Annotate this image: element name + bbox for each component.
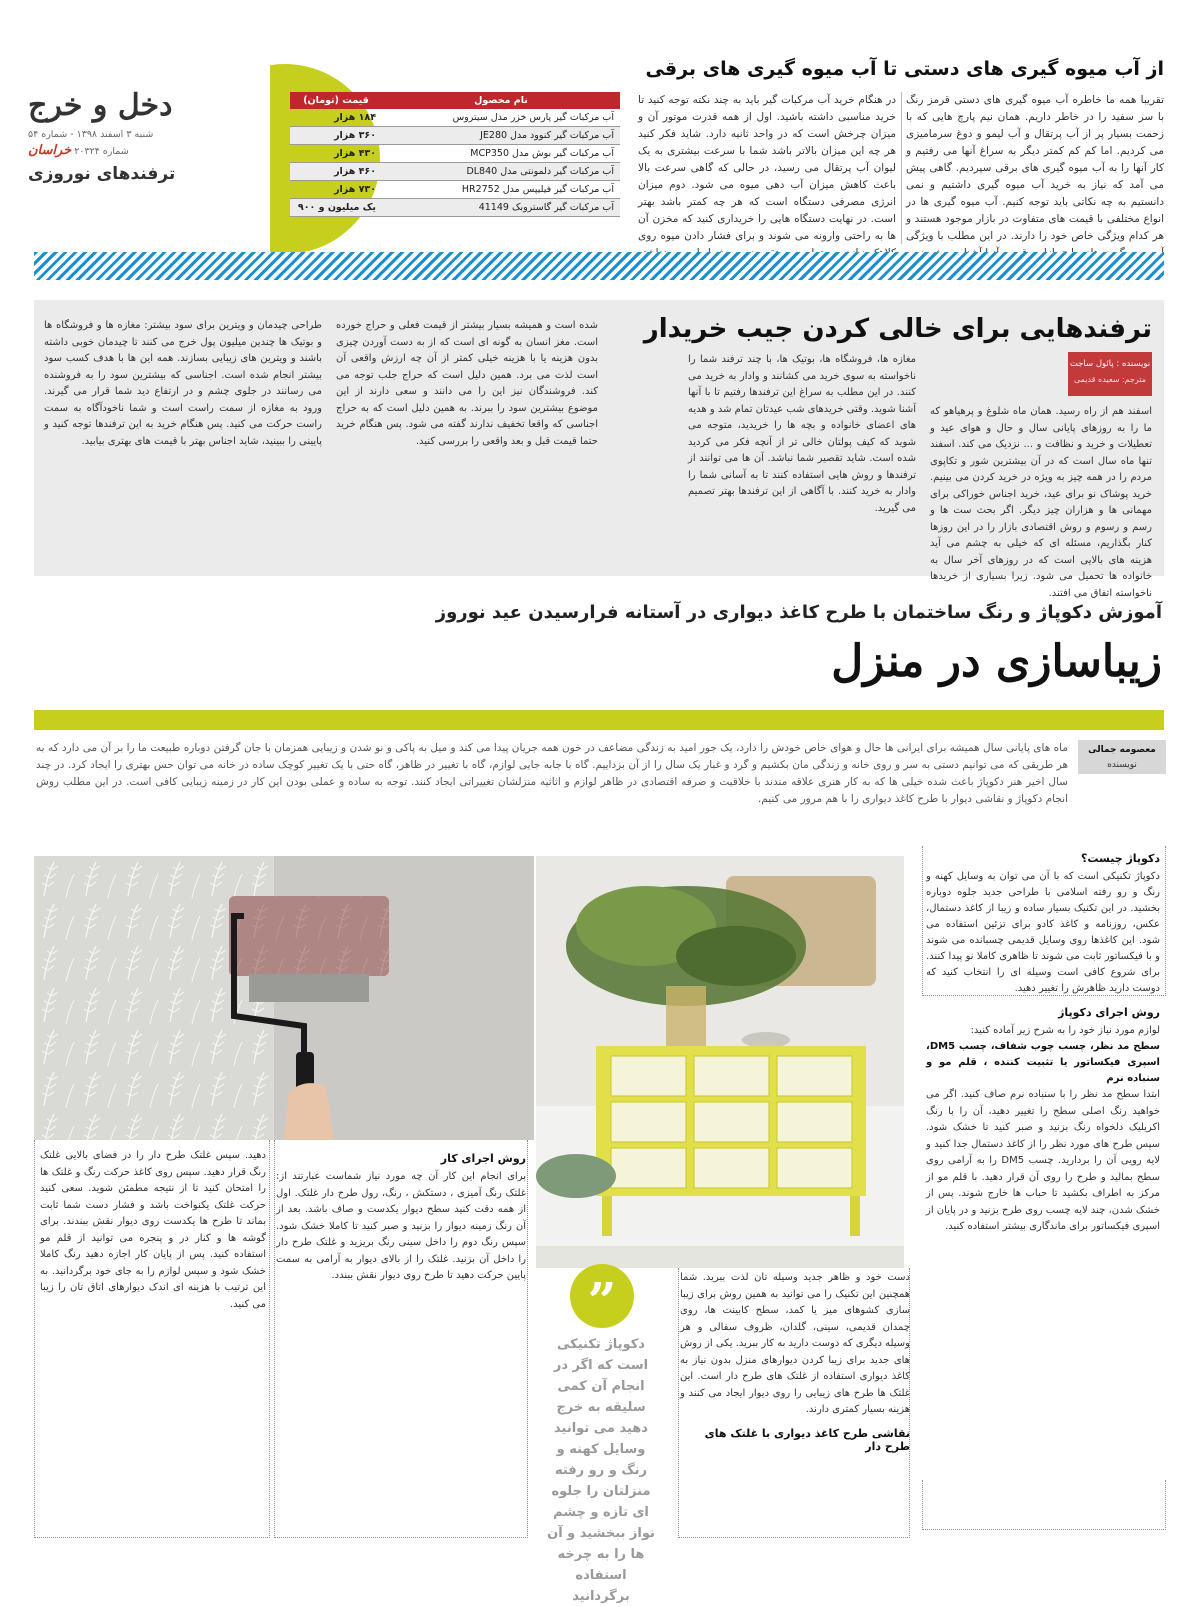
how-title: روش اجرای دکوپاژ <box>1058 1006 1160 1019</box>
wall-roller-illustration <box>34 856 534 1140</box>
product-name: آب مرکبات گیر گاستروبک 41149 <box>382 199 620 217</box>
wall-roller-photo <box>34 856 534 1140</box>
paint-title: نقاشی طرح کاغذ دیواری با غلتک های طرح دار <box>704 1426 910 1453</box>
product-name: آب مرکبات گیر دلمونتی مدل DL840 <box>382 163 620 181</box>
pull-quote: دکوپاژ تکنیکی است که اگر در انجام آن کمی سلیقه به خرج دهید می توانید وسایل کهنه و رنگ و رو رفته منزلتان را جلوه ای تازه و چشم نواز ببخشید و آن ها را به چرخه استفاده برگردانید <box>547 1337 655 1604</box>
juicer-article-col1: تقریبا همه ما خاطره آب میوه گیری های دستی قرمز رنگ با سر سفید را در خاطر داریم. همان نیم پارچ هایی که با زحمت بسیار پر از آب پرتقال و آب لیمو و دوغ سرمامیزی می کردیم. اما کم کم کمتر دیگر به سراغ آنها می رفتیم و کار آنها را به آب میوه گیری های برقی سپردیم. گاهی پیش می آمد که نیاز به خرید آب میوه گیری داشتیم و نمی دانستیم به چه نکاتی باید توجه کنیم. آب میوه گیری ها در انواع مختلفی با قیمت های متفاوت در بازار موجود هستند و هر کدام ویژگی خاص خود را دارند. در این مطلب با ویژگی <box>906 94 1164 242</box>
shop-col1: اسفند هم از راه رسید. همان ماه شلوغ و پرهیاهو که ما را به روزهای پایانی سال و حال و هوای عید و تعطیلات و خرید و نظافت و ... نزدیک می کند. اسفند تنها ماه سال است که در آن بیشترین شور و تکاپوی مردم را در همه چیز به ویژه در خرید کردن می بینیم. خرید پوشاک نو برای عید، خرید اجناس خوراکی برای مهمانی ها و هزاران چیز دیگر. اگر بحث ست ها و رسم و رسوم و روش اقتصادی بازار را در این روزها کنار بگذاریم، مسئله ای که خیلی به چشم می آید هزینه های بالایی است که در روزهای آخر سال به خانواده ها تحمیل می شود. زیرا بسیاری از خریدها ناخواسته اتفاق می افتند. <box>930 406 1152 599</box>
shop-article-title: ترفندهایی برای خالی کردن جیب خریدار <box>643 314 1152 344</box>
striped-divider <box>34 252 1164 280</box>
issue-date: شنبه ۳ اسفند ۱۳۹۸ - شماره ۵۴ <box>28 129 154 140</box>
product-price: یک میلیون و ۹۰۰ <box>290 199 382 217</box>
paper-issue: شماره ۲۰۳۲۴ <box>74 146 129 157</box>
product-name: آب مرکبات گیر فیلیپس مدل HR2752 <box>382 181 620 199</box>
table-row <box>290 145 620 163</box>
translator-label: مترجم: سعیده قدیمی <box>1073 375 1147 384</box>
brand-box <box>28 88 198 198</box>
product-price: ۱۸۴ هزار <box>290 109 382 127</box>
price-table-header <box>290 92 620 109</box>
product-name: آب مرکبات گیر پارس خزر مدل سیتروس <box>382 109 620 127</box>
how-section <box>926 1002 1160 1236</box>
deco-author-role: نویسنده <box>1107 760 1137 770</box>
table-row <box>290 181 620 199</box>
product-price: ۷۳۰ هزار <box>290 181 382 199</box>
deco-subtitle: آموزش دکوپاژ و رنگ ساختمان با طرح کاغذ دیواری در آستانه فرارسیدن عید نوروز <box>435 602 1162 623</box>
how-tools-list: سطح مد نظر، چسب چوب شفاف، چسب DM5، اسپری فیکساتور یا تثبیت کننده ، قلم مو و سنباده نرم <box>926 1041 1160 1084</box>
product-price: ۳۶۰ هزار <box>290 127 382 145</box>
how-text: ابتدا سطح مد نظر را با سنباده نرم صاف کنید. اگر می خواهید رنگ اصلی سطح را تغییر دهید، آن را با رنگ اکریلیک دلخواه رنگ بزنید و صبر کنید تا خشک شود. سپس طرح های مورد نظر را از کاغذ دستمال جدا کنید و لایه رویی آن را بردارید. چسب DM5 را به آرامی روی سطح بمالید و طرح را روی آن قرار دهید. با قلم مو از مرکز به اطراف بکشید تا حباب ها خارج شوند. پس از خشک شدن، چند لایه چسب روی طرح بزنید و در پایان از اسپری فیکساتور برای ماندگاری بیشتر استفاده کنید. <box>926 1089 1161 1232</box>
what-title: دکوپاژ چیست؟ <box>1081 852 1160 865</box>
dresser-illustration <box>536 856 904 1268</box>
what-text: دکوپاژ تکنیکی است که با آن می توان به وسایل کهنه و رنگ و رو رفته اسلامی با طراحی جدید جلوه دوباره بخشید. در این تکنیک بسیار ساده و زیبا از کاغذ دستمال، عکس، روزنامه و کاغذ کادو برای تزئین استفاده می شود. این کاغذها روی وسایل قدیمی چسبانده می شوند و با فیکساتور ثابت می شوند تا ظاهری کاملا نو پیدا کنند. برای شروع کافی است وسیله ای را انتخاب کنید که دوست دارید ظاهرش را تغییر دهید. <box>926 871 1160 994</box>
table-row <box>290 199 620 217</box>
paint-intro: دست خود و ظاهر جدید وسیله تان لذت ببرید. شما همچنین این تکنیک را می توانید به همین روش برای زیبا سازی کشوهای میز یا کمد، سطح کابینت ها، روی چمدان قدیمی، سینی، گلدان، ظروف سفالی و هر وسیله دیگری که دوست دارید به کار ببرید. یکی از روش های جدید برای زیبا کردن دیوارهای منزل بدون نیاز به کاغذ دیواری استفاده از غلتک های طرح دار است. این غلتک ها طرح های زیبایی را روی دیوار ایجاد می کنند و هزینه بسیار کمتری دارند. <box>680 1272 910 1415</box>
lime-divider <box>34 710 1164 730</box>
yellow-dresser-photo <box>536 856 904 1268</box>
roller-text: برای انجام این کار آن چه مورد نیاز شماست عبارتند از: غلتک رنگ آمیزی ، دستکش ، رنگ، رول طرح دار غلتک. اول از همه دقت کنید سطح دیوار یکدست و صاف باشد. بعد از آن رنگ زمینه دیوار را بزنید و صبر کنید تا کاملا خشک شود. سپس رنگ دوم را داخل سینی رنگ بریزید و غلتک طرح دار را داخل آن بزنید. غلتک را از بالای دیوار به آرامی به سمت پایین حرکت دهید تا طرح روی دیوار نقش ببندد. <box>276 1171 526 1281</box>
deco-author-name: معصومه جمالی <box>1088 745 1156 755</box>
roller-box <box>274 1140 528 1538</box>
paper-line <box>28 143 198 158</box>
quote-mark-icon: ” <box>570 1264 634 1328</box>
juicer-article-col2: در هنگام خرید آب مرکبات گیر باید به چند نکته توجه کنید تا خرید مناسبی داشته باشید. اول از همه قدرت موتور آن و میزان چرخش است که در واحد ثانیه دارد. شاید فکر کنید هر چه این میزان بالاتر باشد شما با سرعت بیشتری به یک لیوان آب پرتقال می رسید، در حالی که گاهی سرعت بالا باعث کاهش میزان آب دهی میوه می شود. دوم میزان انرژی مصرفی دستگاه است که هر چه کمتر باشد بهتر است. در نهایت دستگاه هایی را خریداری کنید که مخزن آن ها به راحتی وارونه می شوند و برای فشار دادن میوه روی <box>638 94 896 242</box>
header-price: قیمت (تومان) <box>290 92 382 109</box>
product-price: ۴۶۰ هزار <box>290 163 382 181</box>
brand-logo: دخل و خرج <box>28 88 173 123</box>
table-row <box>290 109 620 127</box>
table-row <box>290 127 620 145</box>
product-price: ۴۳۰ هزار <box>290 145 382 163</box>
price-table <box>290 92 620 217</box>
table-row <box>290 163 620 181</box>
how-box-bottom <box>922 1480 1166 1530</box>
section-title: ترفندهای نوروزی <box>28 164 176 184</box>
shop-col4: طراحی چیدمان و ویترین برای سود بیشتر: مغازه ها و فروشگاه ها و بوتیک ها چندین میلیون پول خرج می کنند تا چیدمان خوبی داشته باشند و ویترین های زیبایی بسازند. همه این ها با هدف کسب سود بیشتر انجام شده است. اجناسی که بیشترین سود را به فروشنده می رسانند در جلوی چشم و در ارتفاع دید شما قرار می گیرند. ورود به مغازه از سمت راست است و شما ناخودآگاه به سمت راست حرکت می کنید. پس هنگام خرید به این ترفندها توجه کنید و پایینی را ببینید، شاید اجناس بهتر با قیمت های بهتری بیابید. <box>44 320 322 447</box>
author-badge <box>1068 352 1152 396</box>
juicer-article-title: از آب میوه گیری های دستی تا آب میوه گیری های برقی <box>645 58 1164 80</box>
product-name: آب مرکبات گیر کنوود مدل JE280 <box>382 127 620 145</box>
roller-title: روش اجرای کار <box>440 1152 526 1165</box>
paper-name: خراسان <box>28 143 72 158</box>
paint-box <box>678 1268 910 1538</box>
author-label: نویسنده : پائول ساجت <box>1069 359 1151 369</box>
last-box <box>34 1140 270 1538</box>
deco-intro: ماه های پایانی سال همیشه برای ایرانی ها حال و هوای خاص خودش را دارد، یک جور امید به زندگی مضاعف در خون همه جریان پیدا می کند و میل به پاکی و نو شدن و زیبایی همزمان با جان گرفتن دوباره طبیعت ما را بر آن می دارد که به هر طریقی که می توانیم دستی به سر و روی خانه و زندگی مان بکشیم و گرد و غبار یک سال را از آن بزداییم. گاه با جابه جایی لوازم، گاه با تغییر در ظاهر، گاه حتی با یک تغییر کوچک ساده در خانه می توان حس بهتری را ایجاد کرد. در چند سال اخیر هنر دکوپاژ باعث شده خیلی ها که به کار هنری علاقه مندند با خلاقیت و صرفه اقتصادی در ظاهر لوازم و اثاثیه منزلشان تغییراتی ایجاد کنند. توجه به ساده و عملی بودن این کار در زمینه زیبایی کافی است. در این مطلب روش انجام دکوپاژ و نقاشی دیوار با طرح کاغذ دیواری را با هم مرور می کنیم. <box>36 742 1068 805</box>
shop-col2: مغازه ها، فروشگاه ها، بوتیک ها، با چند ترفند شما را ناخواسته به سوی خرید می کشانند و وادار به خرید می کنند. در این مطلب به سراغ این ترفندها رفتیم تا با آنها آشنا شوید. وقتی خریدهای شب عیدتان تمام شد و هدیه های اعضای خانواده و بچه ها را خریدید، متوجه می شوید که کیف پولتان خالی تر از آنچه فکر می کردید شده است. شاید تقصیر شما نباشد. آن ها می توانند از ترفندها و روش هایی استفاده کنند تا به آسانی شما را وادار به خرید کنند. با آگاهی از این ترفندها بهتر تصمیم می گیرید. <box>688 354 916 514</box>
last-text: دهید. سپس غلتک طرح دار را در فضای بالایی غلتک رنگ قرار دهید. سپس روی کاغذ حرکت رنگ و غلتک ها را امتحان کنید تا از نتیجه مطمئن شوید. سعی کنید حرکت غلتک یکنواخت باشد و فشار دست شما ثابت بماند تا طرح ها یکدست روی دیوار نقش ببندند. برای گوشه ها و کنار در و پنجره می توانید از قلم مو استفاده کنید. پس از پایان کار اجازه دهید رنگ کاملا خشک شود و سپس لوازم را به جای خود برگردانید. به این ترتیب با هزینه ای اندک دیوارهای اتاق تان را زیبا می کنید. <box>40 1150 266 1310</box>
product-name: آب مرکبات گیر بوش مدل MCP350 <box>382 145 620 163</box>
header-product: نام محصول <box>382 92 620 109</box>
how-tools: لوازم مورد نیاز خود را به شرح زیر آماده کنید: <box>970 1025 1160 1036</box>
deco-author-box <box>1078 740 1166 774</box>
shop-col3: شده است و همیشه بسیار بیشتر از قیمت فعلی و حراج خورده است. مغز انسان به گونه ای است که از به دست آوردن چیزی بدون هزینه یا با هزینه خیلی کمتر از آن چه ارزش واقعی آن است لذت می برد. همین دلیل است که حراج جلب توجه می کند. فروشندگان نیز این را می دانند و سعی دارند از این موضوع بیشترین سود را ببرند. به همین دلیل است که به حراج اجناسی که واقعا تخفیف ندارند گفته می شود. پس هنگام خرید حتما قیمت قبل و بعد واقعی را بررسی کنید. <box>336 320 598 447</box>
page-number: ۳ <box>224 82 272 182</box>
deco-title: زیباسازی در منزل <box>831 636 1162 687</box>
column-rule <box>901 92 902 244</box>
what-section <box>926 848 1160 997</box>
